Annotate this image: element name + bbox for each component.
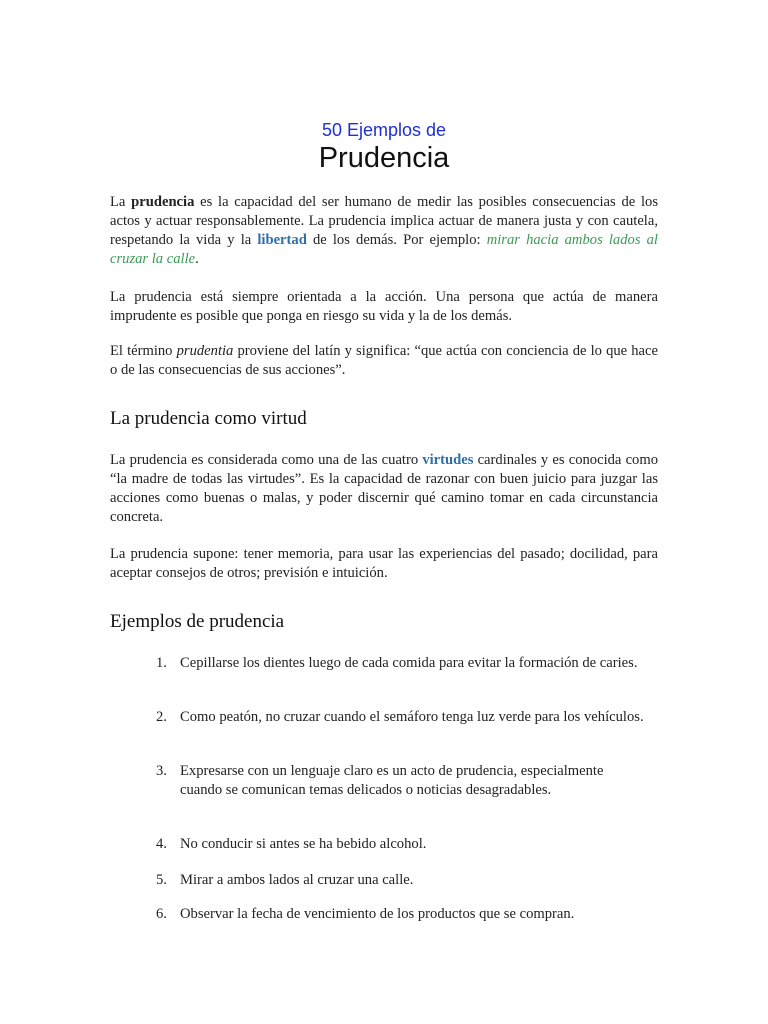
text-run: La prudencia es considerada como una de las cuatro (110, 452, 423, 468)
libertad-link[interactable]: libertad (257, 232, 307, 248)
section-heading-ejemplos: Ejemplos de prudencia (110, 611, 285, 632)
list-text: Como peatón, no cruzar cuando el semáforo tenga luz verde para los vehículos. (180, 709, 644, 725)
list-text: Expresarse con un lenguaje claro es un acto de prudencia, especialmente cuando se comunican temas delicados o noticias desagradables. (180, 763, 604, 798)
list-number: 5. (156, 872, 167, 888)
virtud-paragraph-1 (110, 451, 658, 527)
list-text: Cepillarse los dientes luego de cada comida para evitar la formación de caries. (180, 655, 638, 671)
intro-paragraph-2: La prudencia está siempre orientada a la acción. Una persona que actúa de manera imprudente es posible que ponga en riesgo su vida y la de los demás. (110, 289, 658, 324)
intro-paragraph-3 (110, 342, 658, 380)
italic-term: prudentia (176, 343, 234, 359)
list-text: No conducir si antes se ha bebido alcohol. (180, 836, 427, 852)
text-run: proviene del latín y significa: “que actúa con conciencia de lo que hace o de las consecuencias de sus acciones”. (110, 343, 658, 378)
section-heading-virtud: La prudencia como virtud (110, 408, 307, 429)
text-run: El término (110, 343, 177, 359)
list-text: Mirar a ambos lados al cruzar una calle. (180, 872, 414, 888)
document-title: Prudencia (318, 142, 450, 174)
list-number: 2. (156, 709, 167, 725)
document-subtitle: 50 Ejemplos de (321, 120, 447, 140)
text-run: de los demás. Por ejemplo: (306, 232, 487, 248)
text-run: . (195, 251, 199, 267)
virtudes-link[interactable]: virtudes (422, 452, 474, 468)
example-phrase: mirar hacia ambos lados al cruzar la calle (110, 232, 658, 267)
text-run: cardinales y es conocida como “la madre de todas las virtudes”. Es la capacidad de razonar con buen juicio para juzgar las acciones como buenas o malas, y poder discernir qué camino tomar en cada circunstancia concreta. (110, 452, 658, 525)
virtud-paragraph-2: La prudencia supone: tener memoria, para usar las experiencias del pasado; docilidad, para aceptar consejos de otros; previsión e intuición. (110, 546, 658, 581)
intro-paragraph-1 (110, 193, 658, 269)
bold-term: prudencia (131, 194, 195, 210)
list-number: 6. (156, 906, 167, 922)
list-number: 1. (156, 655, 167, 671)
list-number: 4. (156, 836, 167, 852)
list-number: 3. (156, 763, 167, 779)
text-run: es la capacidad del ser humano de medir las posibles consecuencias de los actos y actuar responsablemente. La prudencia implica actuar de manera justa y con cautela, respetando la vida y la (110, 194, 658, 248)
text-run: La (110, 194, 132, 210)
list-text: Observar la fecha de vencimiento de los productos que se compran. (180, 906, 575, 922)
